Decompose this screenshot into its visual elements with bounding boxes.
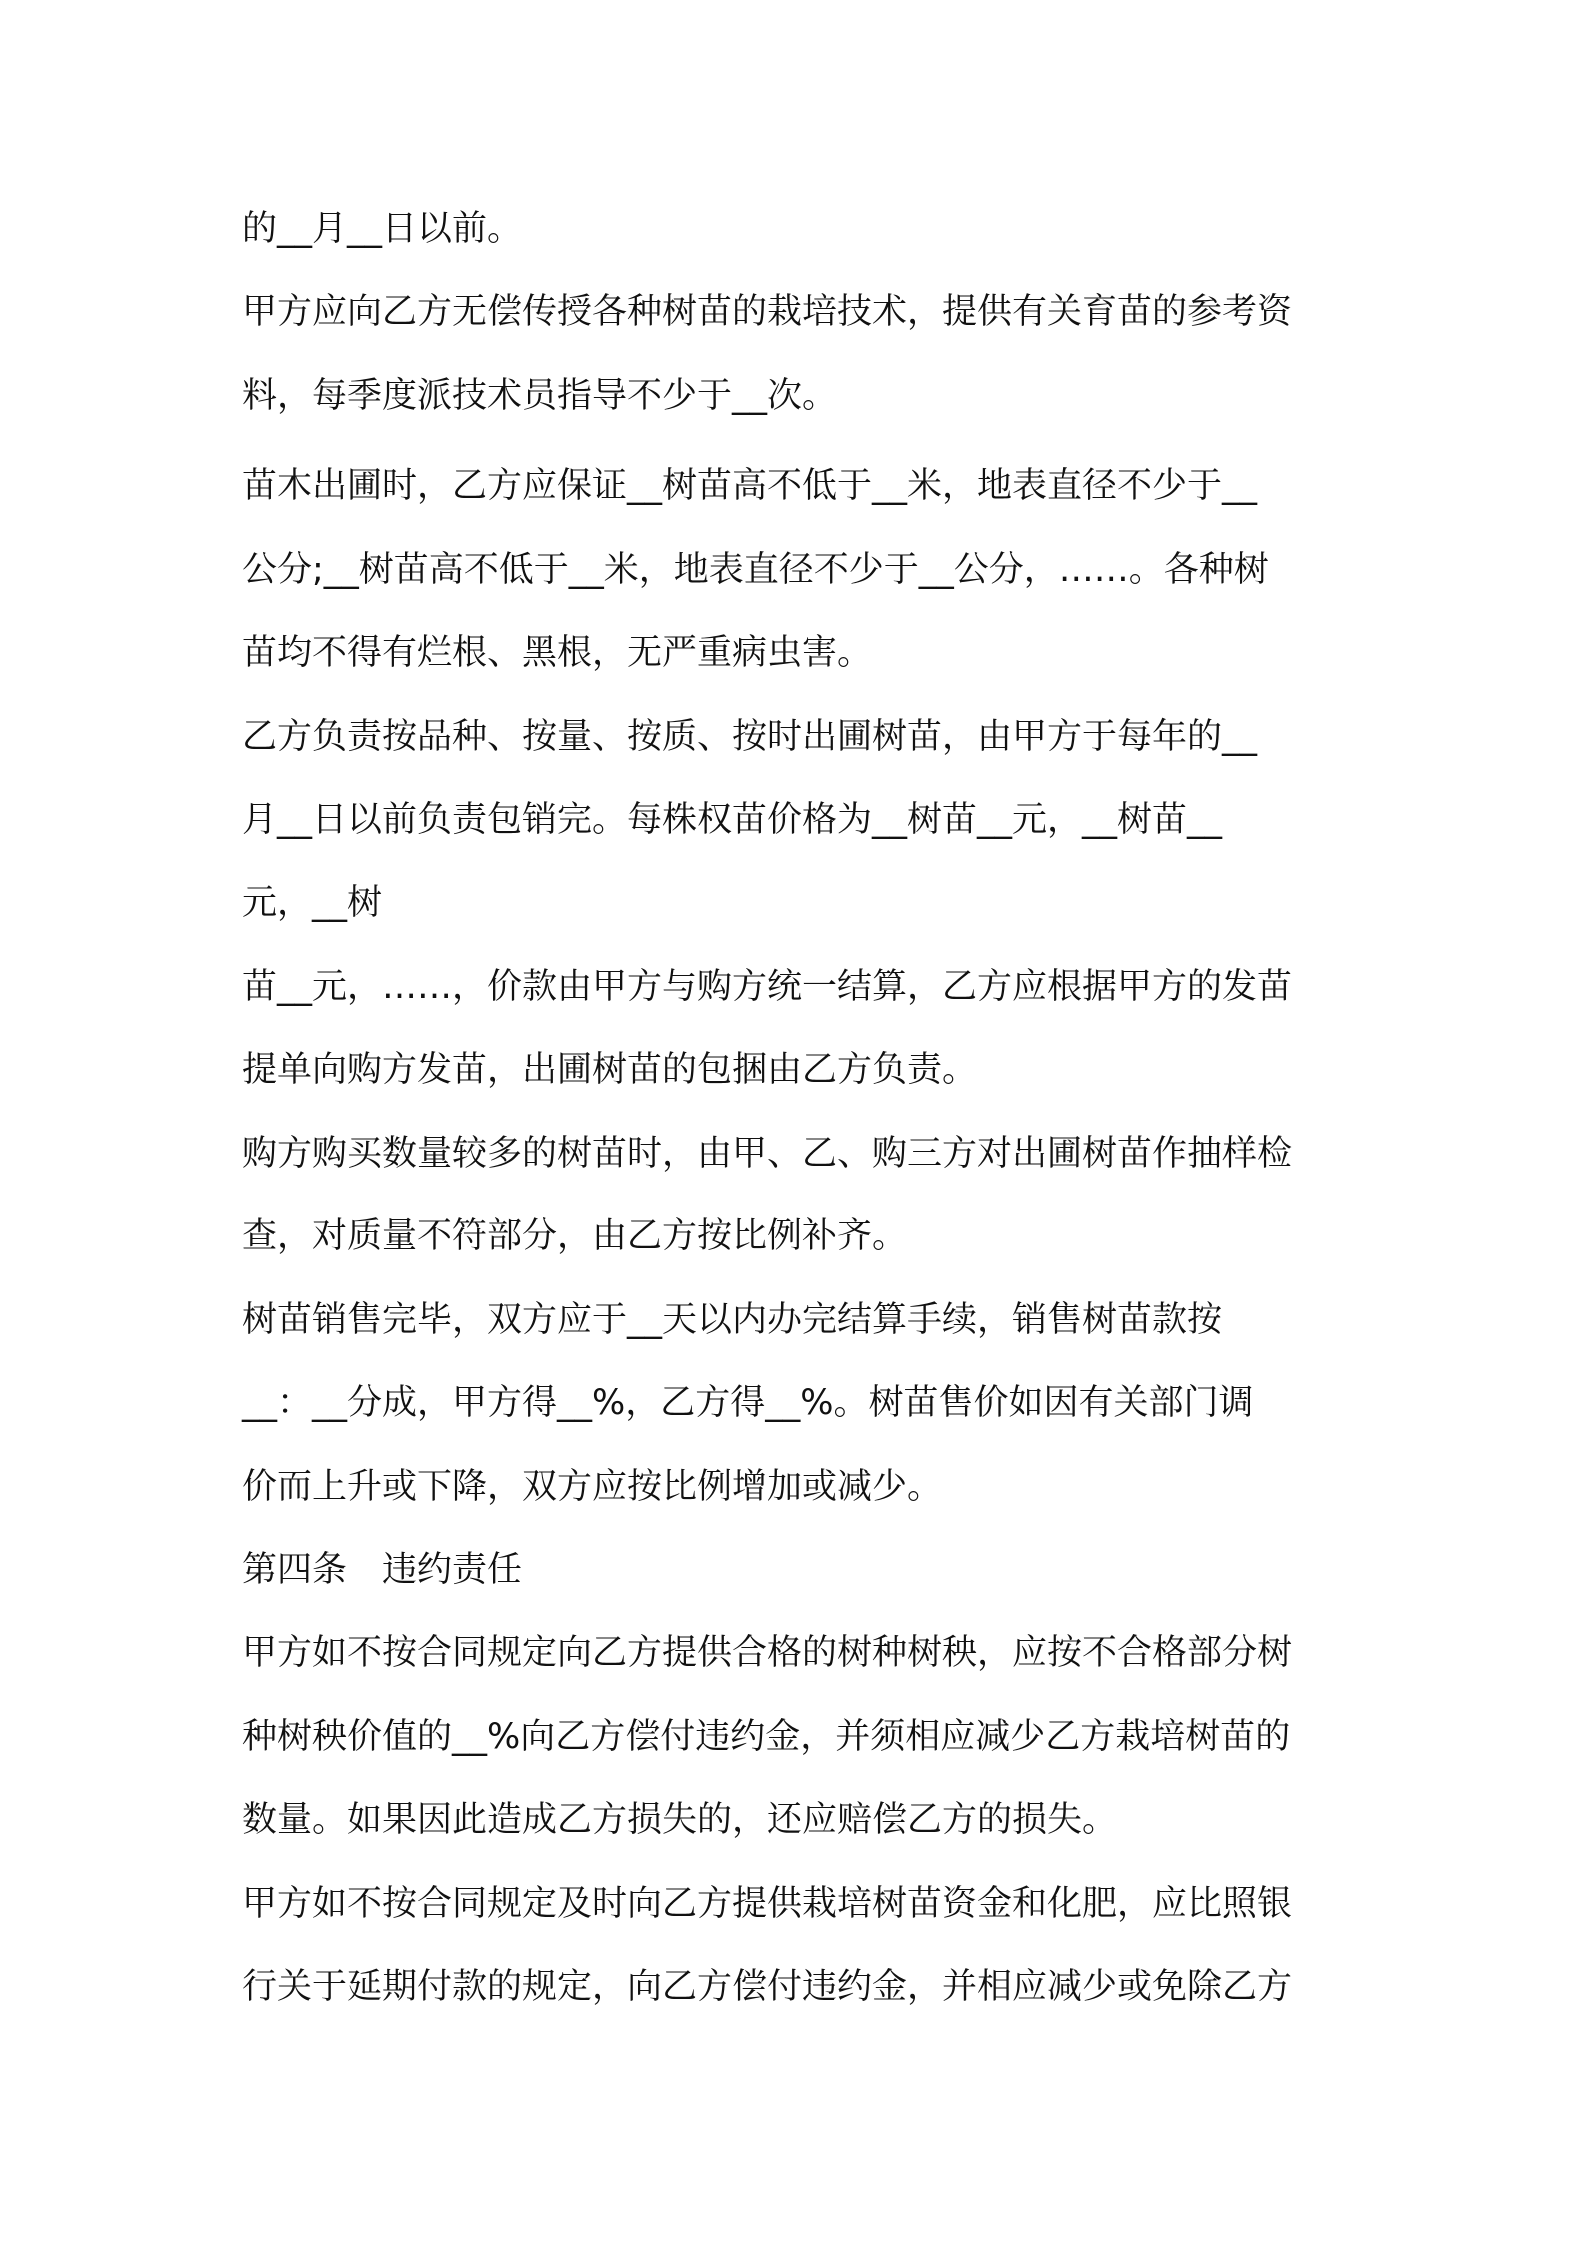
text-line: 苗木出圃时，乙方应保证__树苗高不低于__米，地表直径不少于__ (242, 466, 1258, 506)
text-line: 的__月__日以前。 (242, 209, 523, 249)
section-heading: 第四条 违约责任 (242, 1550, 523, 1590)
text-line: 价而上升或下降，双方应按比例增加或减少。 (242, 1467, 943, 1507)
text-line: 元，__树 (242, 883, 383, 923)
text-line: 苗__元，……，价款由甲方与购方统一结算，乙方应根据甲方的发苗 (242, 967, 1293, 1007)
text-line: 甲方如不按合同规定及时向乙方提供栽培树苗资金和化肥，应比照银 (242, 1884, 1293, 1924)
text-line: 数量。如果因此造成乙方损失的，还应赔偿乙方的损失。 (242, 1800, 1118, 1840)
text-line: 树苗销售完毕，双方应于__天以内办完结算手续，销售树苗款按 (242, 1300, 1223, 1340)
text-line: 提单向购方发苗，出圃树苗的包捆由乙方负责。 (242, 1050, 978, 1090)
text-line: 公分;__树苗高不低于__米，地表直径不少于__公分，……。各种树 (242, 550, 1269, 590)
text-line: 月__日以前负责包销完。每株权苗价格为__树苗__元，__树苗__ (242, 800, 1223, 840)
text-line: 行关于延期付款的规定，向乙方偿付违约金，并相应减少或免除乙方 (242, 1967, 1293, 2007)
text-line: 查，对质量不符部分，由乙方按比例补齐。 (242, 1216, 908, 1256)
text-line: 种树秧价值的__%向乙方偿付违约金，并须相应减少乙方栽培树苗的 (242, 1717, 1291, 1757)
text-line: 甲方如不按合同规定向乙方提供合格的树种树秧，应按不合格部分树 (242, 1633, 1293, 1673)
text-line: 料，每季度派技术员指导不少于__次。 (242, 376, 838, 416)
text-line: 甲方应向乙方无偿传授各种树苗的栽培技术，提供有关育苗的参考资 (242, 292, 1293, 332)
text-line: 乙方负责按品种、按量、按质、按时出圃树苗，由甲方于每年的__ (242, 717, 1258, 757)
text-line: __：__分成，甲方得__%，乙方得__%。树苗售价如因有关部门调 (242, 1383, 1254, 1423)
text-line: 苗均不得有烂根、黑根，无严重病虫害。 (242, 633, 873, 673)
text-line: 购方购买数量较多的树苗时，由甲、乙、购三方对出圃树苗作抽样检 (242, 1134, 1293, 1174)
